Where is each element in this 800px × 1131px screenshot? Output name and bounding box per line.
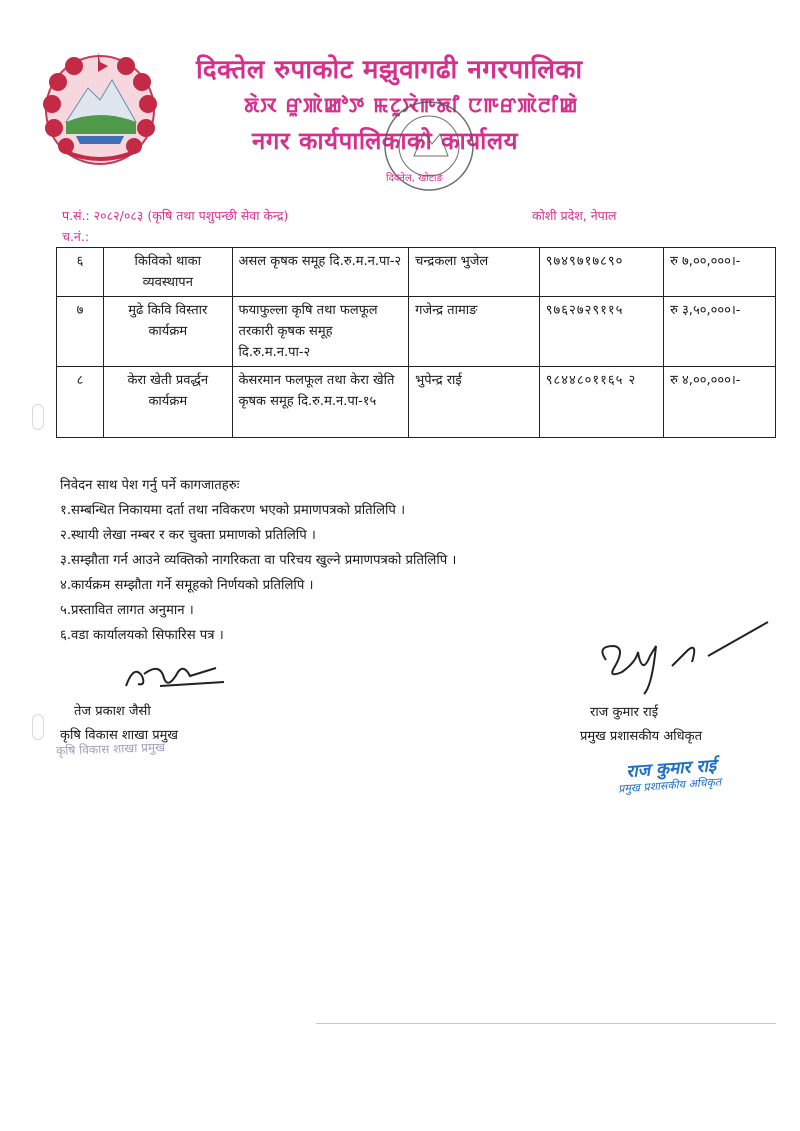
province-address: कोशी प्रदेश, नेपाल [532, 208, 617, 223]
contact-person: भुपेन्द्र राई [409, 367, 540, 438]
group-name: असल कृषक समूह दि.रु.म.न.पा-२ [232, 248, 409, 297]
municipality-name-script: ꯗꯥꯋ ꯔꯨꯄꯥꯀꯣꯇ ꯃꯖꯨꯋꯥꯒꯗꯤ ꯅꯒꯔꯄꯥꯂꯤꯀꯥ [244, 93, 579, 117]
list-item: ३.सम्झौता गर्न आउने व्यक्तिको नागरिकता वा परिचय खुल्ने प्रमाणपत्रको प्रतिलिपि । [60, 553, 457, 568]
program-name: मुढे किवि विस्तार कार्यक्रम [104, 297, 233, 367]
phone-number: ९७४९७१७८९० [539, 248, 663, 297]
list-item: ६.वडा कार्यालयको सिफारिस पत्र । [60, 628, 224, 643]
office-seal-icon [374, 96, 484, 206]
serial-number: ७ [57, 297, 104, 367]
table-row [57, 248, 776, 297]
municipality-name: दिक्तेल रुपाकोट मझुवागढी नगरपालिका [196, 55, 583, 85]
office-name: नगर कार्यपालिकाको कार्यालय [252, 127, 519, 155]
list-item: ४.कार्यक्रम सम्झौता गर्ने समूहको निर्णयको प्रतिलिपि । [60, 578, 314, 593]
serial-number: ६ [57, 248, 104, 297]
punch-hole-mark [32, 714, 44, 740]
nepal-emblem-icon [36, 44, 164, 170]
serial-number: ८ [57, 367, 104, 438]
letter-number: प.सं.: २०८२/०८३ (कृषि तथा पशुपन्छी सेवा केन्द्र) [62, 208, 289, 223]
list-item: ५.प्रस्तावित लागत अनुमान । [60, 603, 194, 618]
amount: रु ३,५०,०००।- [664, 297, 776, 367]
list-item: १.सम्बन्धित निकायमा दर्ता तथा नविकरण भएको प्रमाणपत्रको प्रतिलिपि । [60, 503, 406, 518]
list-item: २.स्थायी लेखा नम्बर र कर चुक्ता प्रमाणको प्रतिलिपि । [60, 528, 316, 543]
table-row [57, 297, 776, 367]
amount: रु ७,००,०००।- [664, 248, 776, 297]
seal-caption: दिक्तेल, खोटाङ [386, 173, 443, 184]
contact-person: गजेन्द्र तामाङ [409, 297, 540, 367]
dispatch-number: च.नं.: [62, 229, 90, 244]
signatory-right-stamp-title: प्रमुख प्रशासकीय अधिकृत [617, 775, 722, 796]
signatory-right-stamp-name: राज कुमार राई [625, 755, 717, 783]
group-name: फयाफुल्ला कृषि तथा फलफूल तरकारी कृषक समूह दि.रु.म.न.पा-२ [232, 297, 409, 367]
punch-hole-mark [32, 404, 44, 430]
signatory-right-name: राज कुमार राई [590, 705, 659, 720]
documents-heading: निवेदन साथ पेश गर्नु पर्ने कागजातहरुः [60, 478, 240, 493]
amount: रु ४,००,०००।- [664, 367, 776, 438]
table-row [57, 367, 776, 438]
group-name: केसरमान फलफूल तथा केरा खेति कृषक समूह दि.रु.म.न.पा-१५ [232, 367, 409, 438]
contact-person: चन्द्रकला भुजेल [409, 248, 540, 297]
required-documents [60, 473, 456, 648]
scan-edge-line [316, 1023, 776, 1024]
program-table [56, 247, 776, 438]
phone-number: ९८४४८०११६५ २ [539, 367, 663, 438]
signatory-right-title: प्रमुख प्रशासकीय अधिकृत [580, 729, 703, 744]
signature-left-icon [120, 656, 230, 696]
program-name: केरा खेती प्रवर्द्धन कार्यक्रम [104, 367, 233, 438]
signature-right-icon [592, 616, 782, 696]
signatory-left-stamp: कृषि विकास शाखा प्रमुख [55, 740, 166, 758]
program-name: किविको थाका व्यवस्थापन [104, 248, 233, 297]
signatory-left-name: तेज प्रकाश जैसी [74, 704, 151, 719]
signatory-left-title: कृषि विकास शाखा प्रमुख [60, 728, 179, 743]
phone-number: ९७६२७२९११५ [539, 297, 663, 367]
